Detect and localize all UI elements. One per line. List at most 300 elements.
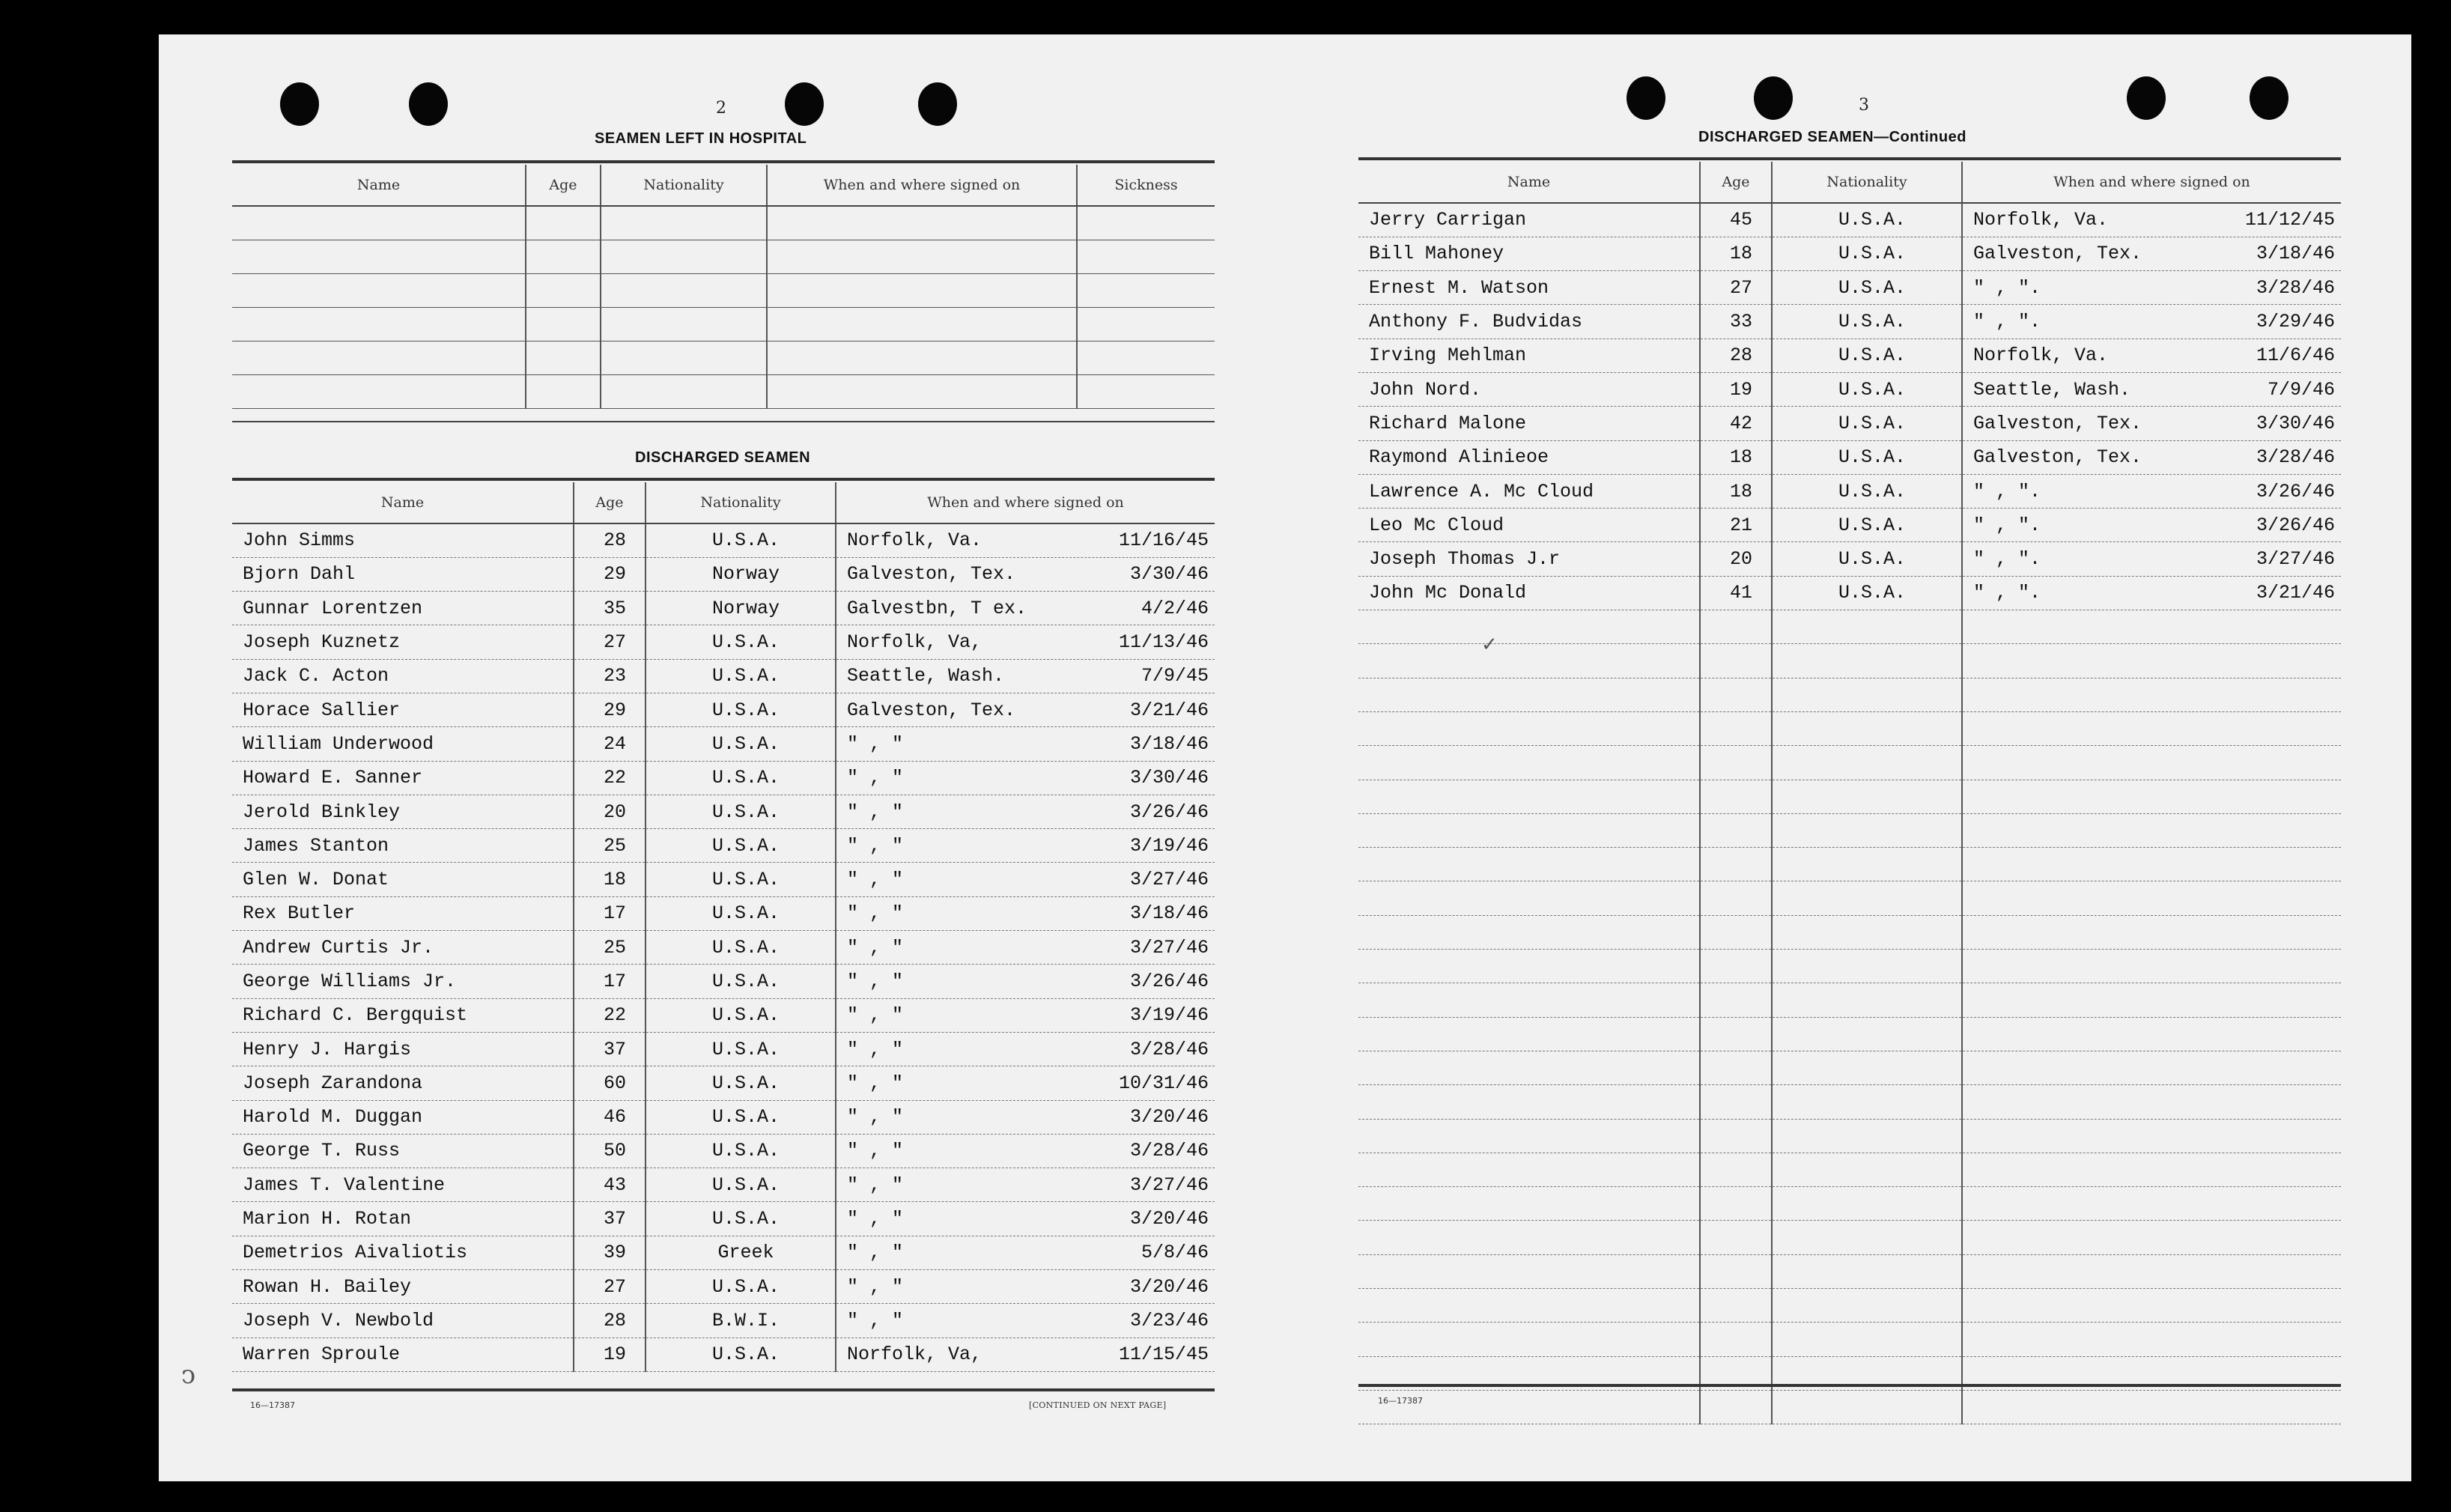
seaman-nationality [1772, 915, 1962, 949]
seaman-nationality: U.S.A. [646, 1134, 836, 1168]
table-cell [601, 374, 767, 408]
column-header: Name [232, 482, 574, 523]
table-row [1358, 407, 2341, 440]
signed-on-date: 3/28/46 [1129, 1038, 1209, 1060]
signed-on-cell [836, 1338, 1215, 1371]
signed-on-cell [1962, 305, 2341, 338]
seaman-nationality: U.S.A. [646, 625, 836, 659]
signed-on-cell [1962, 1187, 2341, 1221]
seaman-age: 28 [1700, 338, 1772, 372]
table-row [1358, 1085, 2341, 1119]
signed-on-cell [1962, 881, 2341, 915]
seaman-age [1700, 1017, 1772, 1051]
table-row [1358, 1323, 2341, 1356]
seaman-name: Joseph Zarandona [232, 1066, 574, 1100]
signed-on-date: 3/18/46 [1129, 732, 1209, 755]
seaman-nationality: U.S.A. [1772, 440, 1962, 474]
signed-on-place: " , " [847, 1208, 904, 1230]
seaman-age [1700, 678, 1772, 711]
table-cell [232, 273, 526, 307]
seaman-name: Anthony F. Budvidas [1358, 305, 1700, 338]
seaman-name: James Stanton [232, 829, 574, 863]
signed-on-place: " , " [847, 1140, 904, 1162]
seaman-nationality: U.S.A. [1772, 407, 1962, 440]
signed-on-cell [1962, 542, 2341, 576]
signed-on-cell [1962, 1390, 2341, 1424]
table-cell [601, 307, 767, 341]
seaman-age: 37 [574, 1032, 646, 1066]
signed-on-place: " , " [847, 801, 904, 823]
table-row [232, 693, 1215, 726]
seaman-age: 50 [574, 1134, 646, 1168]
seaman-name: Irving Mehlman [1358, 338, 1700, 372]
discharged-table [232, 482, 1215, 1372]
seaman-nationality: U.S.A. [646, 1202, 836, 1236]
signed-on-wrapper [1973, 243, 2341, 264]
signed-on-place: Norfolk, Va. [1973, 209, 2109, 231]
seaman-nationality [1772, 678, 1962, 711]
seaman-age: 27 [574, 625, 646, 659]
table-row [1358, 881, 2341, 915]
table-row [1358, 542, 2341, 576]
seaman-age [1700, 1323, 1772, 1356]
signed-on-wrapper [1973, 514, 2341, 536]
seaman-age: 45 [1700, 203, 1772, 237]
signed-on-place: " , ". [1973, 276, 2041, 299]
signed-on-date: 3/28/46 [1129, 1140, 1209, 1162]
table-row [232, 659, 1215, 693]
table-row [232, 1032, 1215, 1066]
table-row [232, 374, 1215, 408]
signed-on-place: Galvestbn, T ex. [847, 597, 1027, 619]
seaman-name [1358, 746, 1700, 780]
seaman-nationality: U.S.A. [1772, 305, 1962, 338]
signed-on-wrapper [847, 1140, 1215, 1162]
signed-on-date: 3/18/46 [2256, 243, 2335, 265]
column-header: Name [232, 165, 526, 206]
signed-on-cell [1962, 644, 2341, 678]
seaman-nationality [1772, 711, 1962, 745]
seaman-name [1358, 678, 1700, 711]
signed-on-cell [1962, 1254, 2341, 1288]
seaman-name: Jerold Binkley [232, 795, 574, 828]
table-cell [1077, 273, 1215, 307]
signed-on-date: 3/26/46 [2256, 480, 2335, 503]
table-cell [601, 273, 767, 307]
seaman-name: Marion H. Rotan [232, 1202, 574, 1236]
signed-on-cell [1962, 474, 2341, 508]
seaman-nationality [1772, 1119, 1962, 1153]
column-header: Age [574, 482, 646, 523]
seaman-name [1358, 1254, 1700, 1288]
seaman-age: 42 [1700, 407, 1772, 440]
signed-on-cell [1962, 440, 2341, 474]
seaman-name: Howard E. Sanner [232, 761, 574, 795]
table-row [1358, 1119, 2341, 1153]
seaman-name [1358, 1119, 1700, 1153]
signed-on-wrapper [847, 529, 1215, 551]
seaman-name: John Nord. [1358, 372, 1700, 406]
signed-on-date: 3/21/46 [1129, 699, 1209, 721]
signed-on-wrapper [847, 1344, 1215, 1365]
pen-mark: ✓ [1481, 634, 1498, 656]
seaman-nationality [1772, 1323, 1962, 1356]
signed-on-cell [1962, 338, 2341, 372]
seaman-age: 23 [574, 659, 646, 693]
signed-on-wrapper [847, 1242, 1215, 1263]
table-cell [232, 341, 526, 374]
seaman-age [1700, 610, 1772, 644]
table-cell [526, 341, 601, 374]
seaman-name: Bjorn Dahl [232, 557, 574, 591]
signed-on-cell [1962, 813, 2341, 847]
signed-on-place: " , ". [1973, 480, 2041, 503]
column-header: When and where signed on [767, 165, 1077, 206]
table-cell [232, 307, 526, 341]
column-header: Age [526, 165, 601, 206]
table-cell [767, 273, 1077, 307]
signed-on-wrapper [1973, 311, 2341, 333]
seaman-age [1700, 1153, 1772, 1186]
seaman-name [1358, 1085, 1700, 1119]
seaman-name [1358, 644, 1700, 678]
table-row [232, 1202, 1215, 1236]
signed-on-cell [836, 761, 1215, 795]
signed-on-place: " , " [847, 767, 904, 789]
discharged-section-title: DISCHARGED SEAMEN [635, 449, 811, 466]
signed-on-cell [1962, 1085, 2341, 1119]
table-row [232, 1134, 1215, 1168]
divider [232, 1388, 1215, 1391]
table-row [1358, 338, 2341, 372]
seaman-nationality [1772, 813, 1962, 847]
seaman-age: 20 [1700, 542, 1772, 576]
seaman-name: Gunnar Lorentzen [232, 592, 574, 625]
table-row [232, 240, 1215, 273]
seaman-age: 29 [574, 693, 646, 726]
seaman-nationality: U.S.A. [646, 1338, 836, 1371]
signed-on-date: 3/20/46 [1129, 1208, 1209, 1230]
table-row [232, 523, 1215, 557]
signed-on-place: " , " [847, 902, 904, 925]
seaman-nationality [1772, 644, 1962, 678]
table-cell [767, 374, 1077, 408]
table-row [232, 829, 1215, 863]
signed-on-date: 4/2/46 [1141, 597, 1209, 619]
seaman-age [1700, 983, 1772, 1017]
signed-on-place: " , " [847, 1004, 904, 1027]
seaman-nationality: U.S.A. [646, 1270, 836, 1304]
signed-on-place: " , " [847, 971, 904, 992]
seaman-name: Jerry Carrigan [1358, 203, 1700, 237]
seaman-name: Rowan H. Bailey [232, 1270, 574, 1304]
seaman-nationality: U.S.A. [646, 965, 836, 998]
table-row [1358, 372, 2341, 406]
signed-on-place: Galveston, Tex. [847, 563, 1016, 586]
table-row [232, 863, 1215, 896]
table-cell [526, 240, 601, 273]
signed-on-date: 3/20/46 [1129, 1275, 1209, 1298]
signed-on-cell [1962, 678, 2341, 711]
table-row [1358, 1051, 2341, 1084]
table-cell [526, 307, 601, 341]
seaman-name: Bill Mahoney [1358, 237, 1700, 270]
page-number: 3 [1859, 96, 1869, 115]
signed-on-date: 3/30/46 [1129, 767, 1209, 789]
signed-on-cell [836, 693, 1215, 726]
table-row [232, 998, 1215, 1032]
seaman-nationality [1772, 1289, 1962, 1323]
signed-on-wrapper [1973, 548, 2341, 570]
signed-on-cell [1962, 1221, 2341, 1254]
table-row [1358, 915, 2341, 949]
signed-on-date: 3/30/46 [2256, 412, 2335, 434]
form-code: 16—17387 [1378, 1396, 1423, 1406]
seaman-age [1700, 1119, 1772, 1153]
seaman-age: 17 [574, 896, 646, 930]
divider [1358, 1384, 2341, 1387]
seaman-name: Raymond Alinieoe [1358, 440, 1700, 474]
seaman-age: 18 [574, 863, 646, 896]
signed-on-place: Norfolk, Va, [847, 631, 982, 654]
seaman-nationality: U.S.A. [646, 998, 836, 1032]
table-row [1358, 848, 2341, 881]
signed-on-wrapper [847, 767, 1215, 789]
table-row [232, 931, 1215, 965]
table-row [1358, 711, 2341, 745]
signed-on-place: " , " [847, 1072, 904, 1094]
seaman-age: 60 [574, 1066, 646, 1100]
signed-on-place: " , " [847, 936, 904, 959]
signed-on-date: 3/27/46 [1129, 1174, 1209, 1196]
seaman-nationality: U.S.A. [646, 1066, 836, 1100]
signed-on-cell [836, 1134, 1215, 1168]
seaman-age [1700, 711, 1772, 745]
signed-on-cell [836, 625, 1215, 659]
table-row [1358, 576, 2341, 610]
seaman-age: 46 [574, 1100, 646, 1134]
table-row [232, 273, 1215, 307]
signed-on-place: Seattle, Wash. [847, 665, 1005, 687]
seaman-nationality: U.S.A. [646, 523, 836, 557]
table-row [1358, 1289, 2341, 1323]
signed-on-place: Norfolk, Va. [847, 529, 982, 552]
seaman-age [1700, 1187, 1772, 1221]
signed-on-wrapper [1973, 446, 2341, 468]
table-row [1358, 440, 2341, 474]
signed-on-cell [836, 965, 1215, 998]
seaman-age [1700, 813, 1772, 847]
table-row [1358, 508, 2341, 542]
seaman-name [1358, 1153, 1700, 1186]
signed-on-place: " , " [847, 1038, 904, 1060]
seaman-age: 37 [574, 1202, 646, 1236]
table-row [1358, 644, 2341, 678]
seaman-name: Lawrence A. Mc Cloud [1358, 474, 1700, 508]
column-header: Name [1358, 162, 1700, 203]
table-cell [767, 307, 1077, 341]
signed-on-cell [1962, 203, 2341, 237]
seaman-name [1358, 1051, 1700, 1084]
signed-on-cell [836, 829, 1215, 863]
table-row [1358, 1221, 2341, 1254]
signed-on-date: 11/16/45 [1118, 529, 1209, 552]
seaman-age: 33 [1700, 305, 1772, 338]
seaman-name: Henry J. Hargis [232, 1032, 574, 1066]
seaman-age [1700, 1051, 1772, 1084]
seaman-age [1700, 1221, 1772, 1254]
signed-on-date: 10/31/46 [1118, 1072, 1209, 1094]
seaman-name [1358, 848, 1700, 881]
seaman-name: Harold M. Duggan [232, 1100, 574, 1134]
seaman-name: John Simms [232, 523, 574, 557]
table-row [232, 896, 1215, 930]
table-cell [1077, 341, 1215, 374]
signed-on-wrapper [847, 1174, 1215, 1196]
table-row [232, 341, 1215, 374]
seaman-nationality: U.S.A. [646, 896, 836, 930]
seaman-name: Rex Butler [232, 896, 574, 930]
seaman-age: 24 [574, 727, 646, 761]
table-row [1358, 474, 2341, 508]
signed-on-date: 3/26/46 [2256, 514, 2335, 536]
seaman-nationality: U.S.A. [646, 863, 836, 896]
seaman-name: John Mc Donald [1358, 576, 1700, 610]
discharged-continued-table [1358, 162, 2341, 1424]
seaman-nationality [1772, 1051, 1962, 1084]
seaman-nationality: U.S.A. [646, 727, 836, 761]
signed-on-wrapper [847, 631, 1215, 653]
seaman-nationality: U.S.A. [1772, 474, 1962, 508]
table-cell [767, 206, 1077, 240]
seaman-age: 21 [1700, 508, 1772, 542]
signed-on-date: 3/27/46 [1129, 936, 1209, 959]
table-cell [232, 240, 526, 273]
table-row [1358, 950, 2341, 983]
signed-on-wrapper [1973, 209, 2341, 231]
seaman-name: Joseph Kuznetz [232, 625, 574, 659]
table-cell [526, 374, 601, 408]
signed-on-place: " , " [847, 869, 904, 891]
signed-on-wrapper [1973, 379, 2341, 401]
column-header: Age [1700, 162, 1772, 203]
signed-on-cell [1962, 576, 2341, 610]
signed-on-date: 3/27/46 [2256, 548, 2335, 571]
table-row [1358, 780, 2341, 813]
signed-on-cell [836, 863, 1215, 896]
seaman-nationality: U.S.A. [1772, 372, 1962, 406]
seaman-name [1358, 780, 1700, 813]
table-row [1358, 813, 2341, 847]
signed-on-cell [1962, 1051, 2341, 1084]
table-cell [526, 273, 601, 307]
signed-on-wrapper [847, 598, 1215, 619]
seaman-name [1358, 1323, 1700, 1356]
column-header: When and where signed on [1962, 162, 2341, 203]
signed-on-place: Norfolk, Va. [1973, 344, 2109, 367]
signed-on-cell [1962, 237, 2341, 270]
table-row [1358, 678, 2341, 711]
form-code: 16—17387 [250, 1400, 295, 1410]
signed-on-date: 5/8/46 [1141, 1242, 1209, 1264]
seaman-nationality: U.S.A. [646, 795, 836, 828]
seaman-nationality [1772, 1187, 1962, 1221]
seaman-age: 28 [574, 1304, 646, 1338]
signed-on-place: " , " [847, 1106, 904, 1129]
seaman-age [1700, 848, 1772, 881]
table-row [232, 625, 1215, 659]
table-row [232, 557, 1215, 591]
signed-on-wrapper [847, 1072, 1215, 1094]
seaman-name: Demetrios Aivaliotis [232, 1236, 574, 1269]
signed-on-cell [1962, 610, 2341, 644]
seaman-name: George Williams Jr. [232, 965, 574, 998]
signed-on-cell [836, 998, 1215, 1032]
seaman-nationality [1772, 780, 1962, 813]
signed-on-cell [836, 1032, 1215, 1066]
seaman-name: Horace Sallier [232, 693, 574, 726]
table-row [232, 206, 1215, 240]
signed-on-date: 3/28/46 [2256, 446, 2335, 469]
table-cell [767, 240, 1077, 273]
seaman-name: Richard C. Bergquist [232, 998, 574, 1032]
seaman-age: 25 [574, 829, 646, 863]
seaman-name: Richard Malone [1358, 407, 1700, 440]
seaman-nationality [1772, 610, 1962, 644]
signed-on-cell [836, 1236, 1215, 1269]
table-row [232, 1304, 1215, 1338]
column-header: Sickness [1077, 165, 1215, 206]
seaman-nationality: U.S.A. [646, 1100, 836, 1134]
signed-on-cell [1962, 711, 2341, 745]
signed-on-cell [1962, 1017, 2341, 1051]
seaman-nationality: U.S.A. [1772, 338, 1962, 372]
hospital-section-title: SEAMEN LEFT IN HOSPITAL [595, 130, 807, 147]
signed-on-date: 3/19/46 [1129, 834, 1209, 857]
table-row [1358, 1390, 2341, 1424]
signed-on-wrapper [1973, 481, 2341, 503]
seaman-name: Joseph V. Newbold [232, 1304, 574, 1338]
seaman-nationality: Norway [646, 592, 836, 625]
divider [1358, 157, 2341, 160]
seaman-age: 28 [574, 523, 646, 557]
signed-on-cell [1962, 1153, 2341, 1186]
discharged-continued-title: DISCHARGED SEAMEN—Continued [1698, 129, 1966, 145]
signed-on-wrapper [847, 971, 1215, 992]
signed-on-place: " , ". [1973, 311, 2041, 333]
signed-on-place: Seattle, Wash. [1973, 378, 2131, 401]
table-row [1358, 1017, 2341, 1051]
signed-on-date: 3/26/46 [1129, 801, 1209, 823]
signed-on-cell [836, 896, 1215, 930]
seaman-age: 27 [1700, 271, 1772, 305]
seaman-name [1358, 1187, 1700, 1221]
table-row [232, 1270, 1215, 1304]
signed-on-date: 3/19/46 [1129, 1004, 1209, 1027]
signed-on-place: Galveston, Tex. [847, 699, 1016, 721]
signed-on-date: 3/30/46 [1129, 563, 1209, 586]
signed-on-wrapper [1973, 277, 2341, 299]
seaman-age: 19 [574, 1338, 646, 1371]
seaman-name: Andrew Curtis Jr. [232, 931, 574, 965]
table-row [1358, 983, 2341, 1017]
seaman-age: 35 [574, 592, 646, 625]
signed-on-cell [836, 1202, 1215, 1236]
signed-on-cell [1962, 407, 2341, 440]
table-cell [1077, 240, 1215, 273]
signed-on-place: " , " [847, 834, 904, 857]
table-row [1358, 610, 2341, 644]
